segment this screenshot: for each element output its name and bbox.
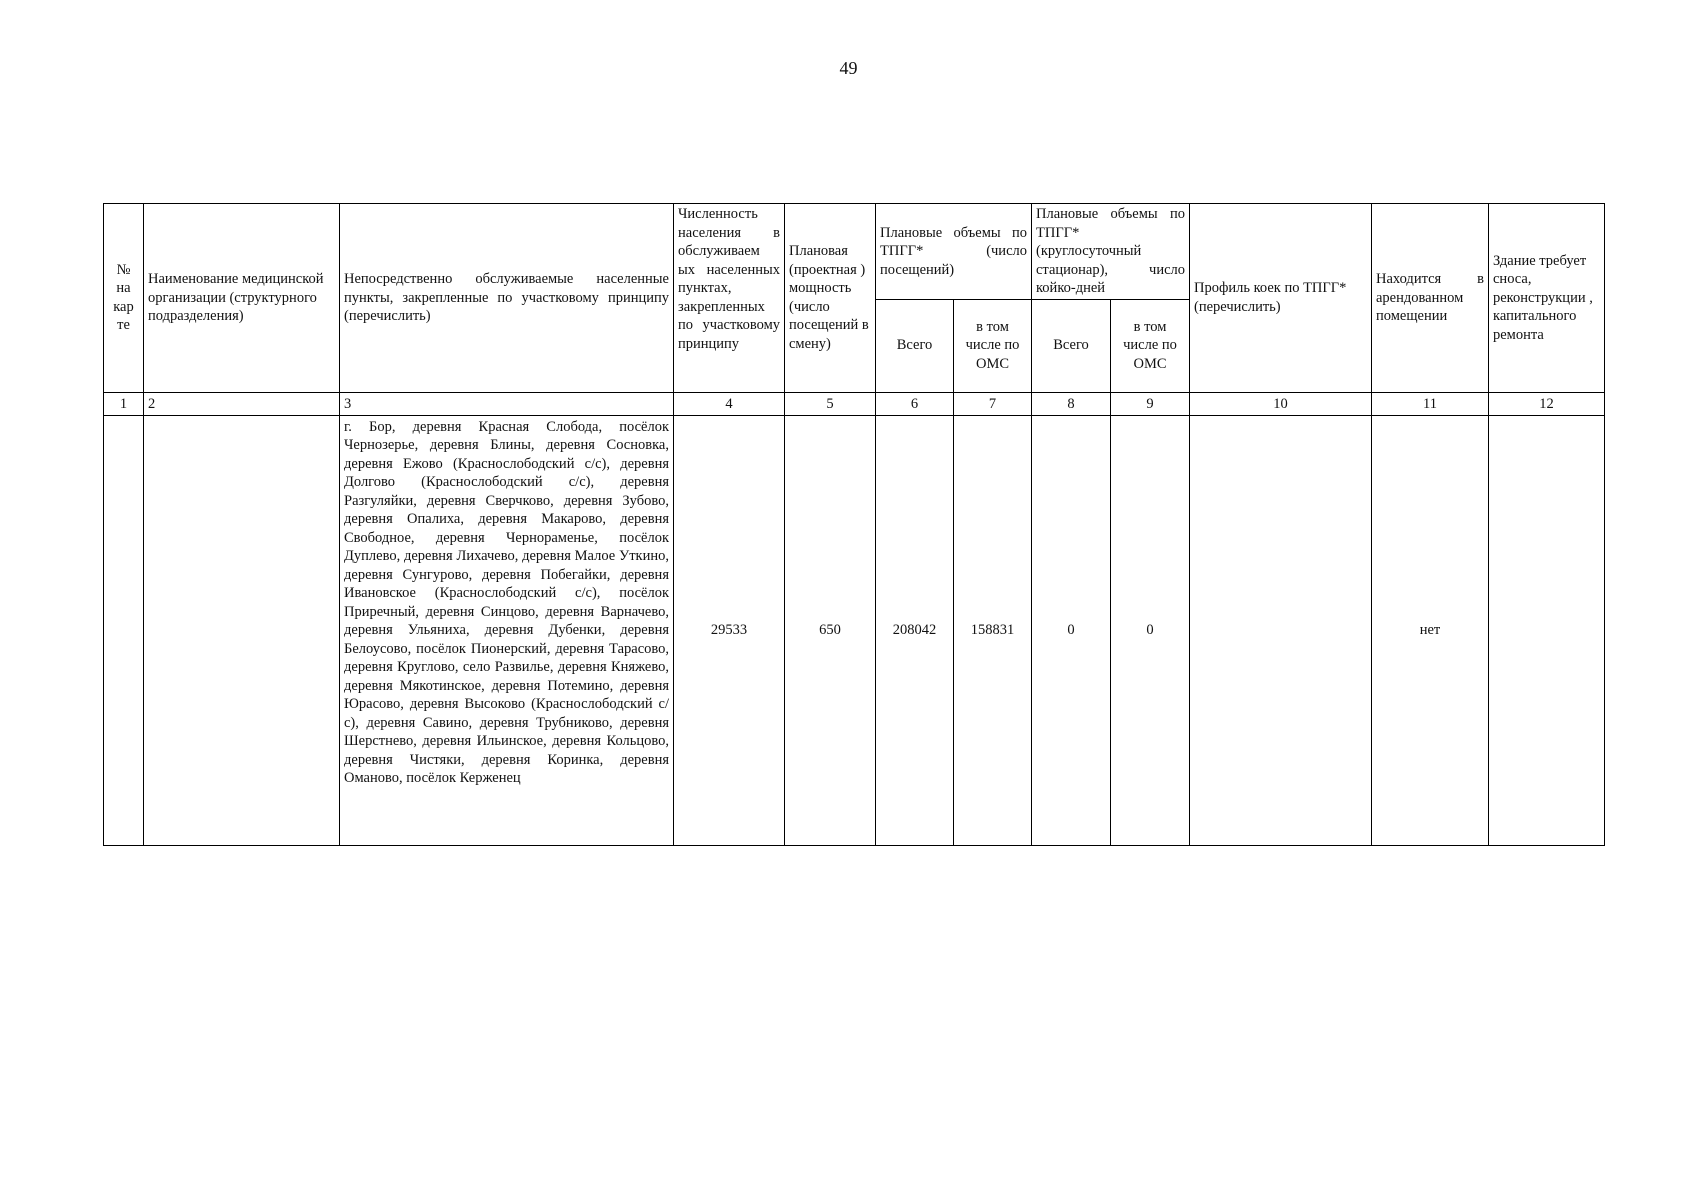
column-number: 10: [1190, 392, 1372, 415]
column-number: 12: [1489, 392, 1605, 415]
header-beddays-total: Всего: [1032, 299, 1111, 392]
table-row: [104, 415, 1605, 845]
cell-organization: [144, 415, 340, 845]
header-beddays-oms: в том числе по ОМС: [1111, 299, 1190, 392]
column-number: 1: [104, 392, 144, 415]
cell-visits-total: 208042: [876, 415, 954, 845]
header-beddays-group: Плановые объемы по ТПГГ* (круглосуточный стационар), число койко-дней: [1032, 204, 1190, 300]
header-visits-group: Плановые объемы по ТПГГ* (число посещений): [876, 204, 1032, 300]
header-population: Численность населения в обслуживаем ых населенных пунктах, закрепленных по участковому принципу: [674, 204, 785, 393]
header-row-top: [104, 204, 1605, 300]
column-number: 9: [1111, 392, 1190, 415]
column-number: 4: [674, 392, 785, 415]
column-number: 5: [785, 392, 876, 415]
header-visits-total: Всего: [876, 299, 954, 392]
page-number: 49: [839, 58, 858, 78]
header-map-number: № на кар те: [104, 204, 144, 393]
facility-table: [103, 203, 1605, 846]
header-rented: Находится в арендованном помещении: [1372, 204, 1489, 393]
column-number: 2: [144, 392, 340, 415]
header-bed-profile: Профиль коек по ТПГГ* (перечислить): [1190, 204, 1372, 393]
cell-map-number: [104, 415, 144, 845]
column-numbers-row: [104, 392, 1605, 415]
cell-capacity: 650: [785, 415, 876, 845]
column-number: 8: [1032, 392, 1111, 415]
header-settlements: Непосредственно обслуживаемые населенные пункты, закрепленные по участковому принципу (перечислить): [340, 204, 674, 393]
cell-beddays-oms: 0: [1111, 415, 1190, 845]
column-number: 3: [340, 392, 674, 415]
header-capacity: Плановая (проектная ) мощность (число посещений в смену): [785, 204, 876, 393]
column-number: 11: [1372, 392, 1489, 415]
cell-settlements: г. Бор, деревня Красная Слобода, посёлок Чернозерье, деревня Блины, деревня Сосновка, деревня Ежово (Краснослободский с/с), деревня Долгово (Краснослободский с/с), деревня Разгуляйки, деревня Сверчково, деревня Зубово, деревня Опалиха, деревня Макарово, деревня Свободное, деревня Чернораменье, посёлок Дуплево, деревня Лихачево, деревня Малое Уткино, деревня Сунгурово, деревня Побегайки, деревня Ивановское (Краснослободский с/с), посёлок Приречный, деревня Синцово, деревня Варначево, деревня Ульяниха, деревня Дубенки, деревня Белоусово, посёлок Пионерский, деревня Тарасово, деревня Круглово, село Развилье, деревня Княжево, деревня Мякотинское, деревня Потемино, деревня Юрасово, деревня Высоково (Краснослободский с/с), деревня Савино, деревня Трубниково, деревня Шерстнево, деревня Ильинское, деревня Кольцово, деревня Чистяки, деревня Коринка, деревня Оманово, посёлок Керженец: [340, 415, 674, 845]
cell-bed-profile: [1190, 415, 1372, 845]
cell-repair: [1489, 415, 1605, 845]
header-repair: Здание требует сноса, реконструкции , капитального ремонта: [1489, 204, 1605, 393]
header-visits-oms: в том числе по ОМС: [954, 299, 1032, 392]
cell-visits-oms: 158831: [954, 415, 1032, 845]
column-number: 6: [876, 392, 954, 415]
cell-beddays-total: 0: [1032, 415, 1111, 845]
column-number: 7: [954, 392, 1032, 415]
cell-population: 29533: [674, 415, 785, 845]
cell-rented: нет: [1372, 415, 1489, 845]
header-organization: Наименование медицинской организации (структурного подразделения): [144, 204, 340, 393]
